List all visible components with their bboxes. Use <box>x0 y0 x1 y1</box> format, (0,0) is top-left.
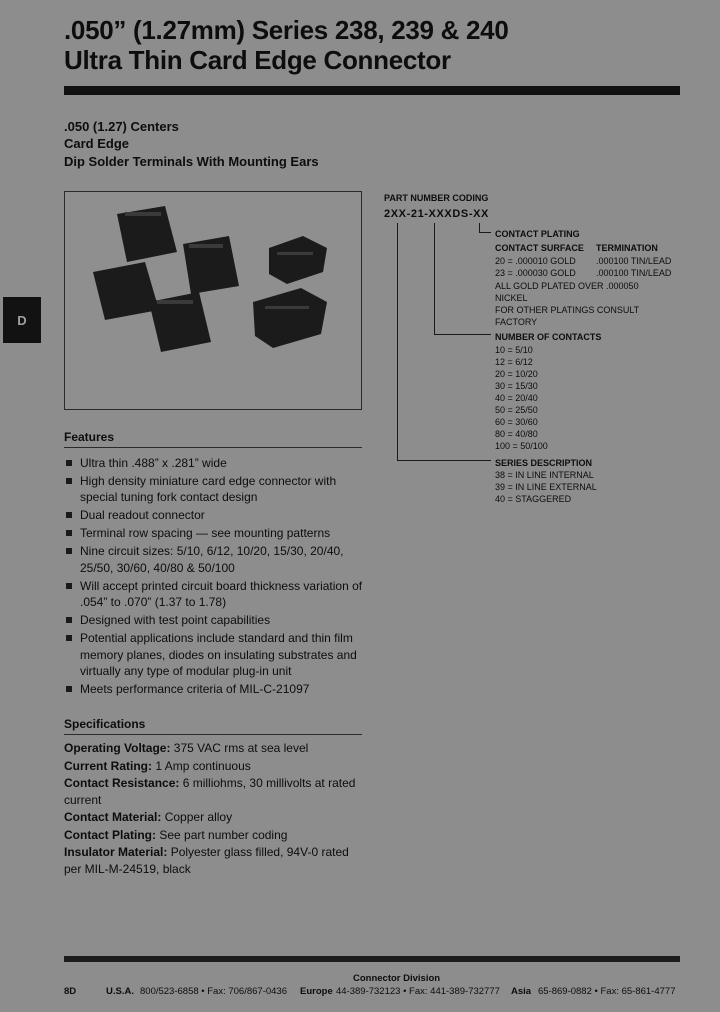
spec-label: Operating Voltage: <box>64 741 171 755</box>
list-item: Ultra thin .488” x .281” wide <box>64 455 364 471</box>
list-item: Potential applications include standard and thin film memory planes, diodes on insulating substrates and virtually any type of modular plug-in unit <box>64 630 364 679</box>
list-item: Dual readout connector <box>64 507 364 523</box>
series-title: SERIES DESCRIPTION <box>495 458 593 468</box>
page-title: .050” (1.27mm) Series 238, 239 & 240 <box>64 15 509 45</box>
spec-row <box>64 844 364 877</box>
contacts-line-v <box>434 223 435 335</box>
spec-row <box>64 758 364 775</box>
series-row: 40 = STAGGERED <box>495 494 572 504</box>
spec-value: 1 Amp continuous <box>155 758 251 773</box>
series-row: 39 = IN LINE EXTERNAL <box>495 482 597 492</box>
section-tab: D <box>3 297 41 343</box>
spec-row <box>64 740 364 757</box>
termination-header: TERMINATION <box>596 243 658 253</box>
footer-page-number: 8D <box>64 986 77 997</box>
contacts-row: 80 = 40/80 <box>495 429 538 439</box>
spec-label: Insulator Material: <box>64 845 168 859</box>
list-item: Will accept printed circuit board thickness variation of .054” to .070” (1.37 to 1.78) <box>64 578 364 611</box>
spec-value: Copper alloy <box>164 810 233 824</box>
plating-row: 23 = .000030 GOLD <box>495 268 576 278</box>
contacts-row: 12 = 6/12 <box>495 357 533 367</box>
intro-centers: .050 (1.27) Centers <box>64 119 179 134</box>
spec-label: Current Rating: <box>64 758 152 773</box>
features-rule <box>64 447 362 448</box>
header-rule <box>64 86 680 95</box>
connectors-illustration <box>65 192 361 409</box>
spec-label: Contact Resistance: <box>64 776 180 790</box>
intro-card-edge: Card Edge <box>64 136 130 151</box>
spec-value: Polyester glass filled, 94V-0 rated per MIL-M-24519, black <box>64 845 349 876</box>
footer-rule <box>64 956 680 962</box>
list-item: Meets performance criteria of MIL-C-21097 <box>64 681 364 697</box>
series-row: 38 = IN LINE INTERNAL <box>495 470 594 480</box>
footer-usa-phone: 800/523-6858 • Fax: 706/867-0436 <box>140 986 287 997</box>
contact-plating-title: CONTACT PLATING <box>495 229 580 239</box>
plating-note: FOR OTHER PLATINGS CONSULT <box>495 305 640 315</box>
specifications-rule <box>64 734 362 735</box>
spec-value: See part number coding <box>159 827 288 842</box>
list-item: High density miniature card edge connector with special tuning fork contact design <box>64 473 364 506</box>
pn-code: 2XX-21-XXXDS-XX <box>384 208 489 220</box>
contacts-row: 10 = 5/10 <box>495 345 533 355</box>
plating-row-term: .000100 TIN/LEAD <box>596 256 672 266</box>
product-photo <box>64 191 362 410</box>
list-item: Designed with test point capabilities <box>64 612 364 628</box>
contacts-row: 30 = 15/30 <box>495 381 538 391</box>
features-list <box>64 455 364 699</box>
footer-europe-phone: 44-389-732123 • Fax: 441-389-732777 <box>336 986 500 997</box>
contact-surface-header: CONTACT SURFACE <box>495 243 584 253</box>
spec-row <box>64 775 364 808</box>
plating-note: NICKEL <box>495 293 528 303</box>
spec-label: Contact Plating: <box>64 827 156 842</box>
spec-label: Contact Material: <box>64 810 162 824</box>
intro-terminals: Dip Solder Terminals With Mounting Ears <box>64 154 319 169</box>
footer-asia-phone: 65-869-0882 • Fax: 65-861-4777 <box>538 986 676 997</box>
footer-asia-label: Asia <box>511 986 532 997</box>
spec-value: 375 VAC rms at sea level <box>173 741 309 755</box>
plating-note: FACTORY <box>495 317 538 327</box>
features-heading: Features <box>64 430 115 444</box>
specifications-heading: Specifications <box>64 717 146 731</box>
pn-heading: PART NUMBER CODING <box>384 193 489 203</box>
contacts-row: 40 = 20/40 <box>495 393 538 403</box>
spec-value: 6 milliohms, 30 millivolts at rated current <box>64 776 356 807</box>
series-line-h <box>397 460 491 461</box>
contacts-row: 50 = 25/50 <box>495 405 538 415</box>
plating-line-h <box>479 232 491 233</box>
contacts-title: NUMBER OF CONTACTS <box>495 332 602 342</box>
contacts-row: 60 = 30/60 <box>495 417 538 427</box>
footer-europe-label: Europe <box>300 986 333 997</box>
specifications-list <box>64 740 364 878</box>
spec-row <box>64 827 364 844</box>
plating-note: ALL GOLD PLATED OVER .000050 <box>495 281 639 291</box>
contacts-row: 100 = 50/100 <box>495 441 548 451</box>
spec-row <box>64 809 364 826</box>
contacts-line-h <box>434 334 491 335</box>
list-item: Terminal row spacing — see mounting patterns <box>64 525 364 541</box>
footer-division: Connector Division <box>353 973 441 984</box>
plating-row: 20 = .000010 GOLD <box>495 256 576 266</box>
footer-usa-label: U.S.A. <box>106 986 134 997</box>
plating-row-term: .000100 TIN/LEAD <box>596 268 672 278</box>
contacts-row: 20 = 10/20 <box>495 369 538 379</box>
list-item: Nine circuit sizes: 5/10, 6/12, 10/20, 15/30, 20/40, 25/50, 30/60, 40/80 & 50/100 <box>64 543 364 576</box>
page-subtitle: Ultra Thin Card Edge Connector <box>64 45 451 75</box>
series-line-v <box>397 223 398 461</box>
